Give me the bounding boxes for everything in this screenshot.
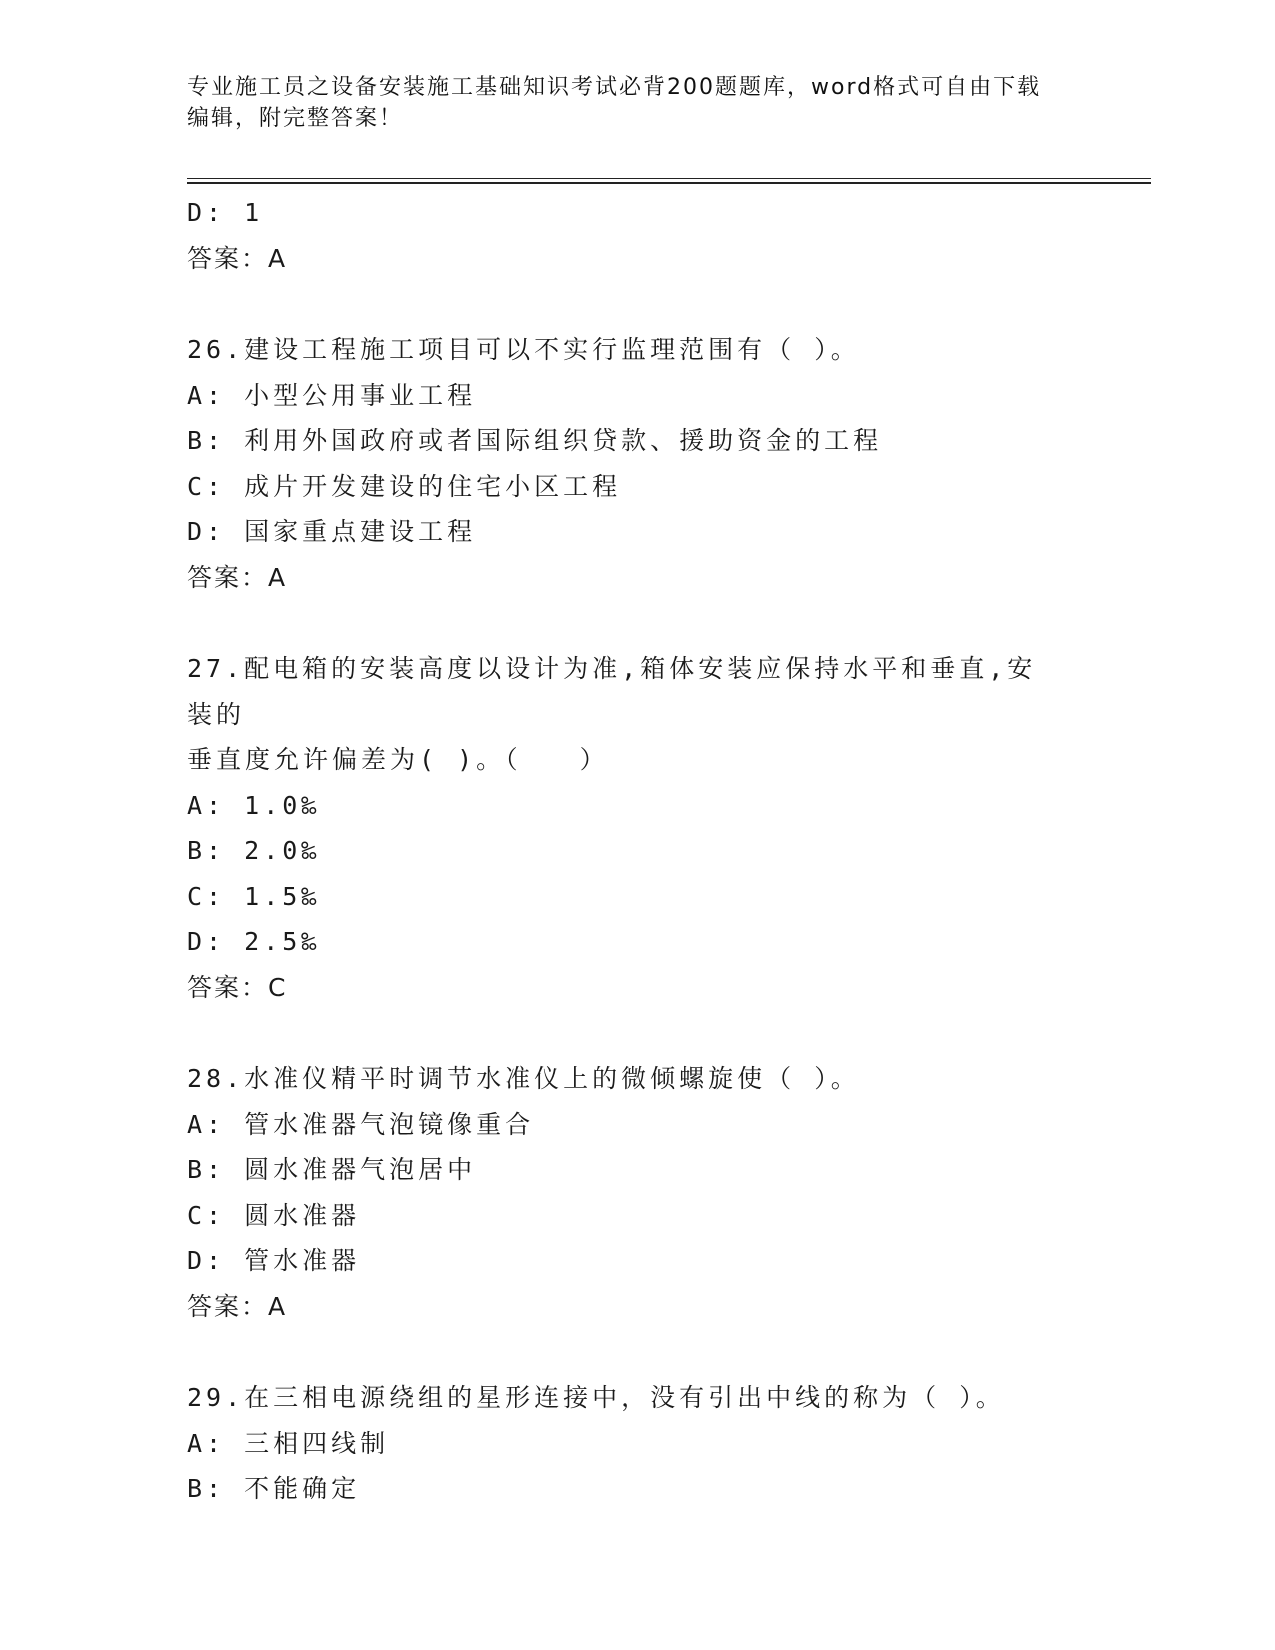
- question-28: [187, 1056, 1087, 1329]
- header-divider-top: [187, 178, 1151, 179]
- option-c: C: 圆水准器: [187, 1200, 361, 1230]
- question-stem: 28.水准仪精平时调节水准仪上的微倾螺旋使（ ）。: [187, 1064, 860, 1093]
- option-b: B: 利用外国政府或者国际组织贷款、援助资金的工程: [187, 426, 883, 455]
- option-d: D: 管水准器: [187, 1246, 361, 1275]
- question-25-tail: [187, 190, 1087, 281]
- question-list: [187, 190, 1087, 1512]
- header-title-line-2: 编辑，附完整答案！: [187, 106, 404, 131]
- option-d: D: 国家重点建设工程: [187, 517, 477, 546]
- option-b: B: 2.0‰: [187, 836, 321, 865]
- question-stem: 29.在三相电源绕组的星形连接中，没有引出中线的称为（ ）。: [187, 1383, 1005, 1412]
- option-a: A: 1.0‰: [187, 790, 321, 820]
- answer-label: 答案：A: [187, 1291, 288, 1321]
- option-d: D: 1: [187, 198, 264, 227]
- option-c: C: 1.5‰: [187, 881, 321, 911]
- question-29: [187, 1375, 1087, 1512]
- header-title-line-1: 专业施工员之设备安装施工基础知识考试必背200题题库，word格式可自由下载: [187, 75, 1042, 100]
- header-divider-bottom: [187, 182, 1151, 184]
- option-a: A: 管水准器气泡镜像重合: [187, 1109, 535, 1139]
- question-26: [187, 327, 1087, 600]
- option-b: B: 圆水准器气泡居中: [187, 1155, 477, 1184]
- option-c: C: 成片开发建设的住宅小区工程: [187, 471, 622, 501]
- option-a: A: 小型公用事业工程: [187, 380, 477, 410]
- question-stem: 26.建设工程施工项目可以不实行监理范围有（ ）。: [187, 335, 860, 364]
- question-stem-line-1: 27.配电箱的安装高度以设计为准,箱体安装应保持水平和垂直,安装的: [187, 654, 1037, 729]
- question-27: [187, 646, 1087, 1010]
- question-stem-line-2: 垂直度允许偏差为( )。（ ）: [187, 745, 609, 774]
- option-b: B: 不能确定: [187, 1474, 361, 1503]
- option-a: A: 三相四线制: [187, 1428, 390, 1458]
- answer-label: 答案：C: [187, 972, 288, 1002]
- document-header: [187, 72, 1087, 134]
- option-d: D: 2.5‰: [187, 927, 321, 956]
- answer-label: 答案：A: [187, 562, 288, 592]
- answer-label: 答案：A: [187, 243, 288, 273]
